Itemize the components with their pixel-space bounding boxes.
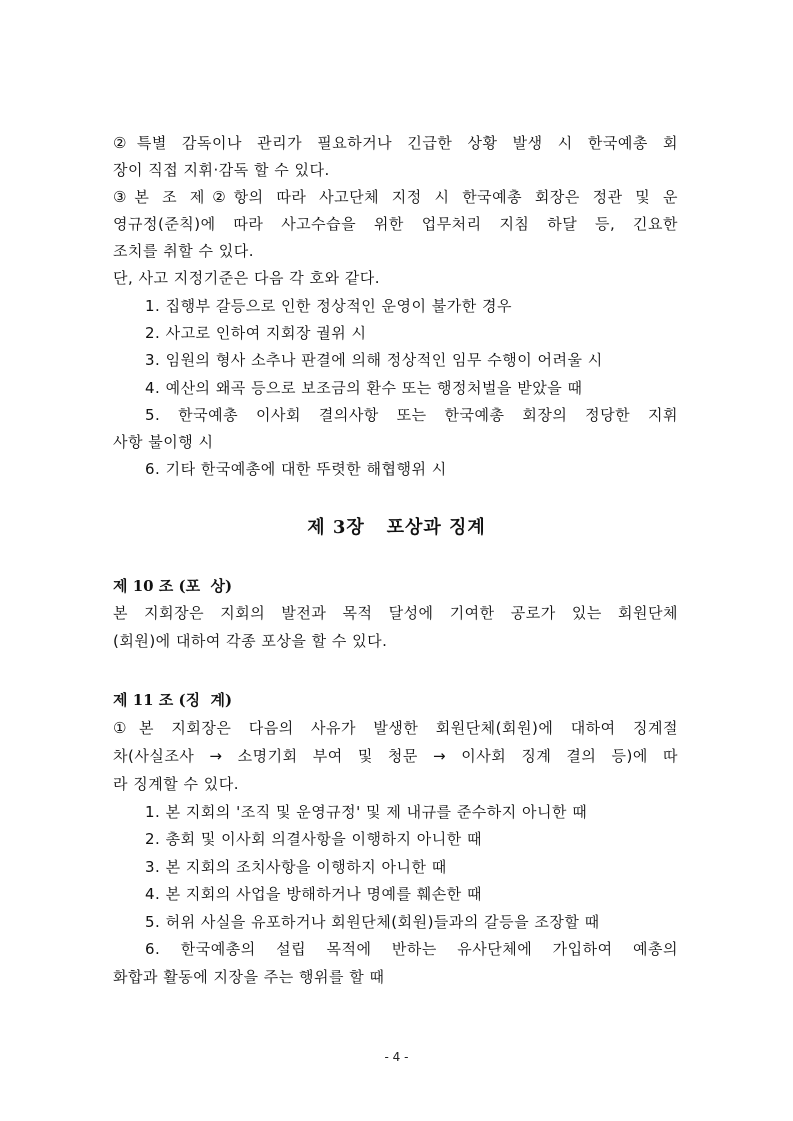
list-item: 2. 사고로 인하여 지회장 궐위 시 (145, 324, 367, 342)
paragraph-line: ②특별 감독이나 관리가 필요하거나 긴급한 상황 발생 시 한국예총 회 (113, 134, 678, 152)
paragraph-line: ③본 조 제②항의 따라 사고단체 지정 시 한국예총 회장은 정관 및 운 (113, 188, 678, 206)
list-item-continuation: 화합과 활동에 지장을 주는 행위를 할 때 (113, 968, 385, 986)
list-item: 6. 한국예총의 설립 목적에 반하는 유사단체에 가입하여 예총의 (145, 940, 678, 958)
page-number: - 4 - (384, 1050, 409, 1064)
paragraph-line: 영규정(준칙)에 따라 사고수습을 위한 업무처리 지침 하달 등, 긴요한 (113, 215, 678, 233)
paragraph-line: 차(사실조사 → 소명기회 부여 및 청문 → 이사회 징계 결의 등)에 따 (113, 747, 678, 765)
list-item: 5. 허위 사실을 유포하거나 회원단체(회원)들과의 갈등을 조장할 때 (145, 913, 600, 931)
paragraph-line: 단, 사고 지정기준은 다음 각 호와 같다. (113, 269, 380, 287)
paragraph-line: ①본 지회장은 다음의 사유가 발생한 회원단체(회원)에 대하여 징계절 (113, 719, 678, 737)
paragraph-line: 조치를 취할 수 있다. (113, 242, 254, 260)
list-item: 5. 한국예총 이사회 결의사항 또는 한국예총 회장의 정당한 지휘 (145, 406, 678, 424)
list-item: 1. 본 지회의 '조직 및 운영규정' 및 제 내규를 준수하지 아니한 때 (145, 803, 588, 821)
chapter-title: 제 3장 포상과 징계 (307, 517, 486, 538)
list-item: 2. 총회 및 이사회 의결사항을 이행하지 아니한 때 (145, 830, 482, 848)
list-item: 3. 임원의 형사 소추나 판결에 의해 정상적인 임무 수행이 어려울 시 (145, 351, 603, 369)
article-heading: 제 10 조 (포 상) (113, 577, 233, 595)
article-heading: 제 11 조 (징 계) (113, 691, 233, 709)
list-item: 6. 기타 한국예총에 대한 뚜렷한 해협행위 시 (145, 460, 447, 478)
list-item: 4. 본 지회의 사업을 방해하거나 명예를 훼손한 때 (145, 885, 482, 903)
paragraph-line: 본 지회장은 지회의 발전과 목적 달성에 기여한 공로가 있는 회원단체 (113, 604, 678, 622)
paragraph-line: (회원)에 대하여 각종 포상을 할 수 있다. (113, 632, 388, 650)
list-item: 1. 집행부 갈등으로 인한 정상적인 운영이 불가한 경우 (145, 297, 512, 315)
list-item: 3. 본 지회의 조치사항을 이행하지 아니한 때 (145, 858, 447, 876)
list-item: 4. 예산의 왜곡 등으로 보조금의 환수 또는 행정처벌을 받았을 때 (145, 379, 583, 397)
list-item-continuation: 사항 불이행 시 (113, 433, 214, 451)
paragraph-line: 장이 직접 지휘·감독 할 수 있다. (113, 161, 330, 179)
paragraph-line: 라 징계할 수 있다. (113, 775, 240, 793)
